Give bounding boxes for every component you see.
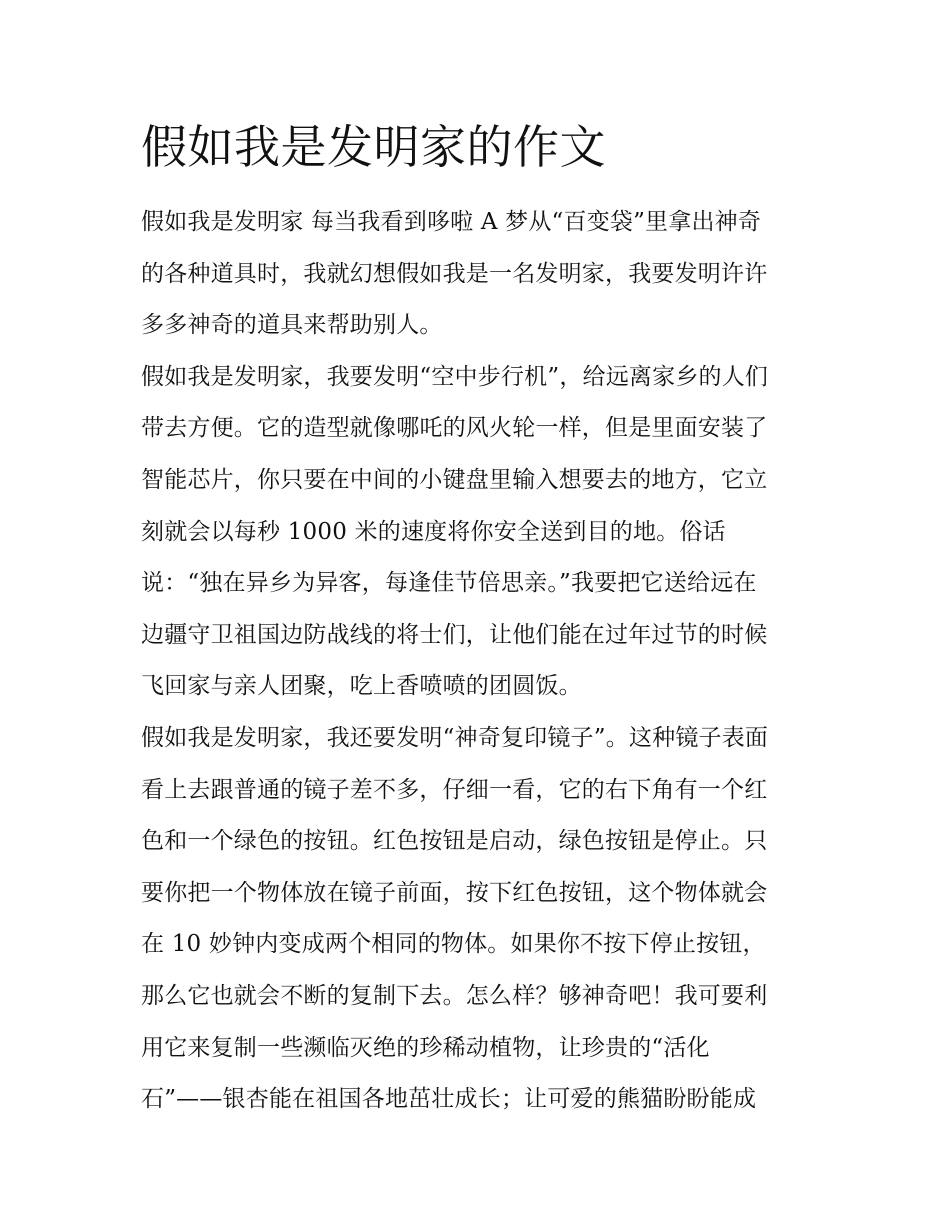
- text-line: 多多神奇的道具来帮助别人。: [141, 312, 443, 339]
- document-title: 假如我是发明家的作文: [141, 120, 606, 174]
- text-line: 假如我是发明家，我还要发明“神奇复印镜子”。这种镜子表面: [141, 724, 769, 751]
- text-line: 用它来复制一些濒临灭绝的珍稀动植物，让珍贵的“活化: [141, 1034, 710, 1061]
- text-line: 要你把一个物体放在镜子前面，按下红色按钮，这个物体就会: [141, 879, 768, 906]
- text-line: 说：“独在异乡为异客，每逢佳节倍思亲。”我要把它送给远在: [141, 570, 757, 597]
- text-line: 在 10 妙钟内变成两个相同的物体。如果你不按下停止按钮，: [141, 931, 766, 958]
- text-line: 飞回家与亲人团聚，吃上香喷喷的团圆饭。: [141, 673, 582, 700]
- text-line: 假如我是发明家 每当我看到哆啦 A 梦从“百变袋”里拿出神奇: [141, 209, 762, 235]
- text-line: 看上去跟普通的镜子差不多，仔细一看，它的右下角有一个红: [141, 776, 768, 803]
- text-line: 刻就会以每秒 1000 米的速度将你安全送到目的地。俗话: [141, 518, 726, 545]
- document-body: [141, 202, 821, 1131]
- text-line: 那么它也就会不断的复制下去。怎么样？够神奇吧！我可要利: [141, 982, 768, 1009]
- text-line: 的各种道具时，我就幻想假如我是一名发明家，我要发明许许: [141, 260, 768, 287]
- text-line: 边疆守卫祖国边防战线的将士们，让他们能在过年过节的时候: [141, 621, 768, 648]
- text-line: 石”——银杏能在祖国各地茁壮成长；让可爱的熊猫盼盼能成: [141, 1086, 757, 1113]
- text-line: 色和一个绿色的按钮。红色按钮是启动，绿色按钮是停止。只: [141, 828, 768, 855]
- text-line: 智能芯片，你只要在中间的小键盘里输入想要去的地方，它立: [141, 466, 768, 493]
- text-line: 假如我是发明家，我要发明“空中步行机”，给远离家乡的人们: [141, 363, 769, 390]
- text-line: 带去方便。它的造型就像哪吒的风火轮一样，但是里面安装了: [141, 415, 768, 442]
